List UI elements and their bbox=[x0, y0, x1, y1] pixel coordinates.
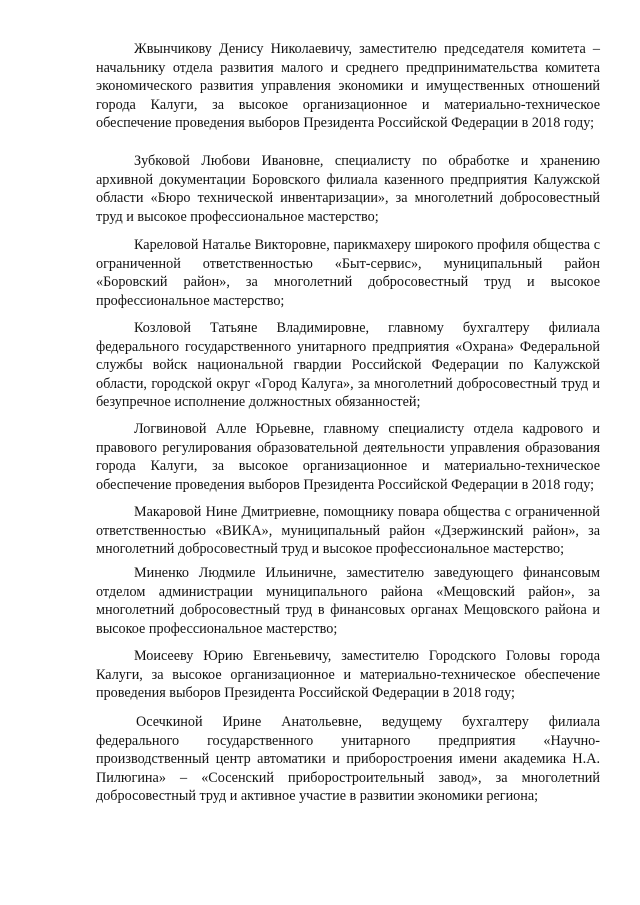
award-paragraph-karelova: Кареловой Наталье Викторовне, парикмахеру широкого профиля общества с ограниченной ответственностью «Быт-сервис», муниципальный район «Боровский район», за многолетний добросовестный труд и высокое профессиональное мастерство; bbox=[96, 237, 600, 309]
award-paragraph-osechkina: Осечкиной Ирине Анатольевне, ведущему бухгалтеру филиала федерального государственного унитарного предприятия «Научно-производственный центр автоматики и приборостроения имени академика Н.А. Пилюгина» – «Сосенский приборостроительный завод», за многолетний добросовестный труд и активное участие в развитии экономики региона; bbox=[96, 714, 600, 805]
award-paragraph-makarova: Макаровой Нине Дмитриевне, помощнику повара общества с ограниченной ответственностью «ВИКА», муниципальный район «Дзержинский район», за многолетний добросовестный труд и высокое профессиональное мастерство; bbox=[96, 504, 600, 558]
award-paragraph-kozlova: Козловой Татьяне Владимировне, главному бухгалтеру филиала федерального государственного унитарного предприятия «Охрана» Федеральной службы войск национальной гвардии Российской Федерации по Калужской области, городской округ «Город Калуга», за многолетний добросовестный труд и безупречное исполнение должностных обязанностей; bbox=[96, 320, 600, 411]
award-paragraph-minenko: Миненко Людмиле Ильиничне, заместителю заведующего финансовым отделом администрации муниципального района «Мещовский район», за многолетний добросовестный труд в финансовых органах Мещовского района и высокое профессиональное мастерство; bbox=[96, 565, 600, 637]
award-paragraph-zubkova: Зубковой Любови Ивановне, специалисту по обработке и хранению архивной документации Боровского филиала казенного предприятия Калужской области «Бюро технической инвентаризации», за многолетний добросовестный труд и высокое профессиональное мастерство; bbox=[96, 153, 600, 225]
award-paragraph-zhvynchikov: Жвынчикову Денису Николаевичу, заместителю председателя комитета – начальнику отдела развития малого и среднего предпринимательства комитета экономического развития управления экономики и имущественных отношений города Калуги, за высокое организационное и материально-техническое обеспечение проведения выборов Президента Российской Федерации в 2018 году; bbox=[96, 41, 600, 132]
award-paragraph-logvinova: Логвиновой Алле Юрьевне, главному специалисту отдела кадрового и правового регулирования образовательной деятельности управления образования города Калуги, за высокое организационное и материально-техническое обеспечение проведения выборов Президента Российской Федерации в 2018 году; bbox=[96, 421, 600, 493]
award-paragraph-moiseev: Моисееву Юрию Евгеньевичу, заместителю Городского Головы города Калуги, за высокое организационное и материально-техническое обеспечение проведения выборов Президента Российской Федерации в 2018 году; bbox=[96, 648, 600, 702]
